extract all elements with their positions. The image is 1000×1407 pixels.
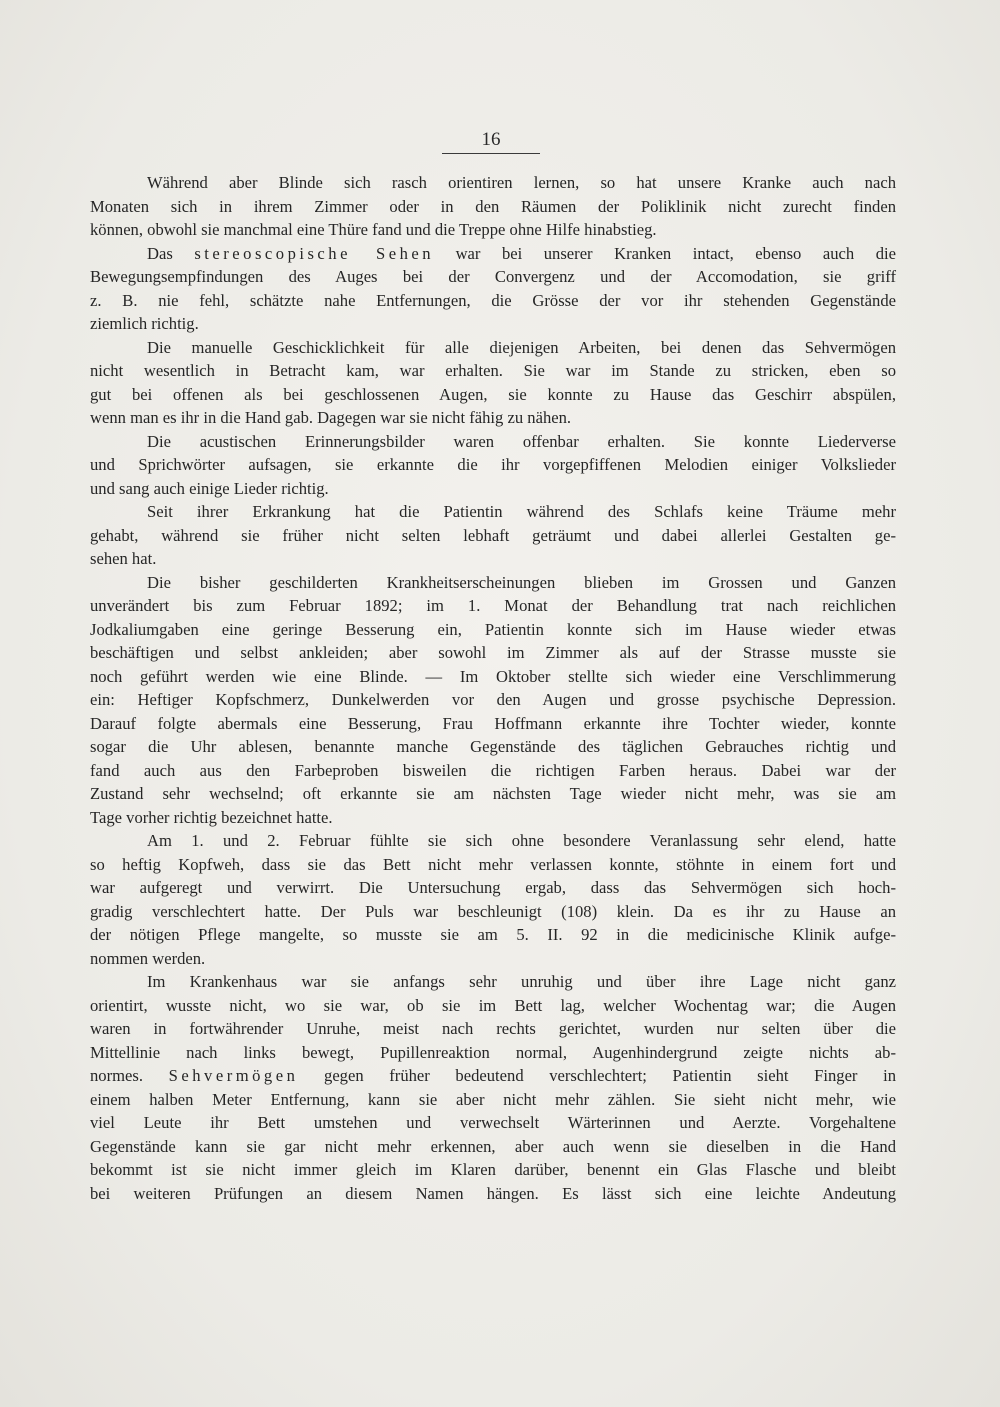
header-rule: [442, 153, 540, 154]
emphasized-term: Sehvermögen: [168, 1066, 299, 1085]
text-line: Mittellinie nach links bewegt, Pupillenreaktion normal, Augenhindergrund zeigte nichts ab-: [90, 1042, 896, 1062]
text-line: gradig verschlechtert hatte. Der Puls war beschleunigt (108) klein. Da es ihr zu Hause an: [90, 901, 896, 921]
paragraph: [90, 829, 896, 970]
paragraph: [90, 970, 896, 1205]
text-line: [90, 1064, 896, 1088]
text-line: beschäftigen und selbst ankleiden; aber sowohl im Zimmer als auf der Strasse musste sie: [90, 643, 896, 662]
paragraph: [90, 336, 896, 430]
text-line: nommen werden.: [90, 948, 206, 968]
text-segment: normes.: [90, 1066, 169, 1085]
text-line: der nötigen Pflege mangelte, so musste sie am 5. II. 92 in die medicinische Klinik aufge-: [90, 925, 896, 944]
text-line: fand auch aus den Farbeproben bisweilen die richtigen Farben heraus. Dabei war der: [90, 760, 896, 780]
text-line: sehen hat.: [90, 549, 157, 568]
emphasized-term: stereoscopische Sehen: [194, 243, 435, 263]
text-line: ein: Heftiger Kopfschmerz, Dunkelwerden vor den Augen und grosse psychische Depression.: [90, 690, 896, 709]
text-line: Die bisher geschilderten Krankheitserscheinungen blieben im Grossen und Ganzen: [147, 572, 896, 592]
text-line: Die manuelle Geschicklichkeit für alle diejenigen Arbeiten, bei denen das Sehvermögen: [147, 337, 896, 357]
text-line: unverändert bis zum Februar 1892; im 1. Monat der Behandlung trat nach reichlichen: [90, 596, 896, 615]
body-text: [90, 171, 896, 1205]
text-segment: gegen früher bedeutend verschlechtert; Patientin sieht Finger in: [298, 1066, 896, 1085]
text-line: Tage vorher richtig bezeichnet hatte.: [90, 807, 333, 827]
text-line: bei weiteren Prüfungen an diesem Namen hängen. Es lässt sich eine leichte Andeutung: [90, 1183, 896, 1203]
paragraph: [90, 242, 896, 336]
text-line: wenn man es ihr in die Hand gab. Dagegen war sie nicht fähig zu nähen.: [90, 408, 572, 427]
text-line: Jodkaliumgaben eine geringe Besserung ein, Patientin konnte sich im Hause wieder etwas: [90, 619, 896, 639]
text-line: Zustand sehr wechselnd; oft erkannte sie am nächsten Tage wieder nicht mehr, was sie am: [90, 784, 896, 803]
text-line: sogar die Uhr ablesen, benannte manche Gegenstände des täglichen Gebrauches richtig und: [90, 737, 896, 756]
paragraph: [90, 430, 896, 501]
text-segment: war bei unserer Kranken intact, ebenso auch die: [434, 243, 896, 263]
page-number: 16: [481, 129, 501, 150]
text-line: viel Leute ihr Bett umstehen und verwechselt Wärterinnen und Aerzte. Vorgehaltene: [90, 1113, 896, 1132]
text-line: und Sprichwörter aufsagen, sie erkannte die ihr vorgepfiffenen Melodien einiger Volkslieder: [90, 455, 896, 474]
text-line: Während aber Blinde sich rasch orientiren lernen, so hat unsere Kranke auch nach: [147, 173, 896, 192]
text-line: nicht wesentlich in Betracht kam, war erhalten. Sie war im Stande zu stricken, eben so: [90, 361, 896, 380]
text-line: Die acustischen Erinnerungsbilder waren offenbar erhalten. Sie konnte Liederverse: [147, 431, 896, 451]
text-line: Darauf folgte abermals eine Besserung, Frau Hoffmann erkannte ihre Tochter wieder, konnte: [90, 713, 896, 733]
paragraph: [90, 500, 896, 571]
text-line: Am 1. und 2. Februar fühlte sie sich ohne besondere Veranlassung sehr elend, hatte: [147, 831, 896, 850]
text-line: und sang auch einige Lieder richtig.: [90, 478, 329, 498]
paragraph: [90, 571, 896, 830]
text-line: können, obwohl sie manchmal eine Thüre fand und die Treppe ohne Hilfe hinabstieg.: [90, 220, 657, 239]
text-line: bekommt ist sie nicht immer gleich im Klaren darüber, benennt ein Glas Flasche und bleibt: [90, 1160, 896, 1179]
text-segment: Das: [147, 243, 195, 263]
text-line: gut bei offenen als bei geschlossenen Augen, sie konnte zu Hause das Geschirr abspülen,: [90, 384, 896, 404]
text-line: Seit ihrer Erkrankung hat die Patientin während des Schlafs keine Träume mehr: [147, 502, 896, 521]
text-line: Bewegungsempfindungen des Auges bei der Convergenz und der Accomodation, sie griff: [90, 267, 896, 286]
text-line: gehabt, während sie früher nicht selten lebhaft geträumt und dabei allerlei Gestalten ge-: [90, 525, 896, 545]
text-line: Im Krankenhaus war sie anfangs sehr unruhig und über ihre Lage nicht ganz: [147, 972, 896, 991]
text-line: noch geführt werden wie eine Blinde. — Im Oktober stellte sich wieder eine Verschlimmerung: [90, 666, 896, 686]
text-line: so heftig Kopfweh, dass sie das Bett nicht mehr verlassen konnte, stöhnte in einem fort und: [90, 854, 896, 874]
text-line: [90, 242, 896, 266]
page-header: [442, 128, 540, 154]
text-line: Gegenstände kann sie gar nicht mehr erkennen, aber auch wenn sie dieselben in die Hand: [90, 1136, 896, 1156]
text-line: Monaten sich in ihrem Zimmer oder in den Räumen der Poliklinik nicht zurecht finden: [90, 196, 896, 216]
text-line: waren in fortwährender Unruhe, meist nach rechts gerichtet, wurden nur selten über die: [90, 1019, 896, 1038]
text-line: war aufgeregt und verwirrt. Die Untersuchung ergab, dass das Sehvermögen sich hoch-: [90, 878, 896, 897]
text-line: orientirt, wusste nicht, wo sie war, ob sie im Bett lag, welcher Wochentag war; die Augen: [90, 995, 896, 1015]
text-line: ziemlich richtig.: [90, 314, 199, 333]
paragraph: [90, 171, 896, 242]
text-line: z. B. nie fehl, schätzte nahe Entfernungen, die Grösse der vor ihr stehenden Gegenstände: [90, 290, 896, 310]
text-line: einem halben Meter Entfernung, kann sie aber nicht mehr zählen. Sie sieht nicht mehr, wie: [90, 1089, 896, 1109]
